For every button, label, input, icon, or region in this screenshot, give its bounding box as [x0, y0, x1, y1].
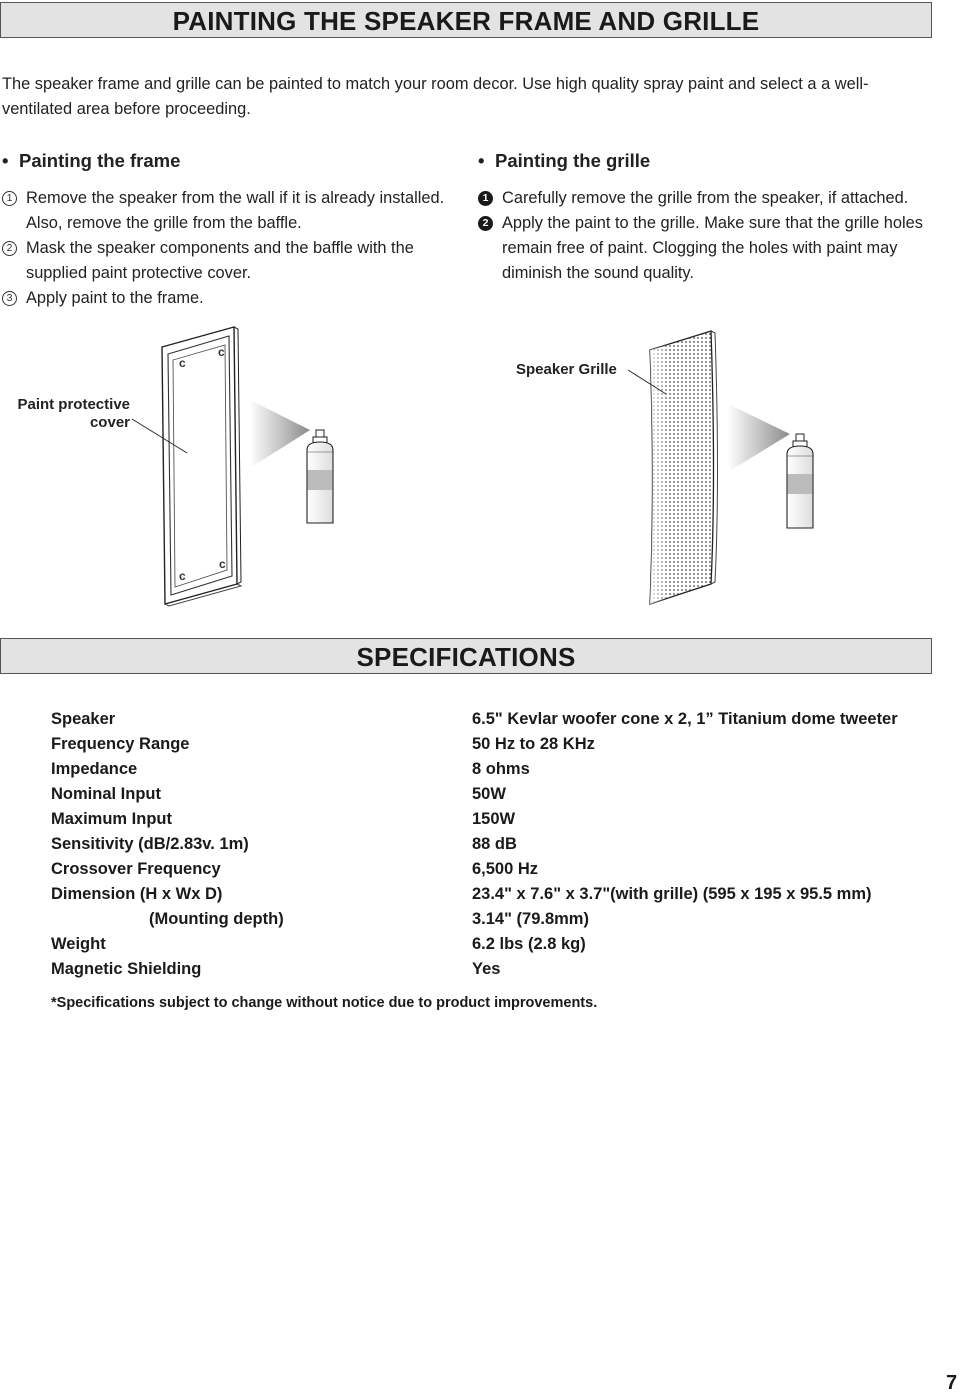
specifications-footnote: *Specifications subject to change without notice due to product improvements. — [51, 995, 598, 1011]
paint-protective-cover-label: Paint protective cover — [17, 396, 130, 431]
step-text: Apply the paint to the grille. Make sure that the grille holes remain free of paint. Clogging the holes with paint may diminish the sound quality. — [502, 214, 923, 282]
spec-row — [51, 932, 898, 957]
painting-grille-column — [478, 148, 948, 286]
spec-row — [51, 807, 898, 832]
spec-label: Speaker — [51, 710, 116, 728]
frame-step — [2, 186, 452, 236]
spec-value: 6.5" Kevlar woofer cone x 2, 1” Titanium dome tweeter — [472, 710, 898, 728]
step-number-badge: 1 — [478, 191, 493, 206]
spec-row — [51, 907, 898, 932]
step-number-badge: 2 — [2, 241, 17, 256]
step-number-badge: 1 — [2, 191, 17, 206]
spec-value: Yes — [472, 960, 501, 978]
step-text: Carefully remove the grille from the speaker, if attached. — [502, 189, 909, 207]
spec-value: 6.2 lbs (2.8 kg) — [472, 935, 586, 953]
svg-text:c: c — [179, 569, 186, 583]
painting-section-title: PAINTING THE SPEAKER FRAME AND GRILLE — [0, 2, 932, 38]
spec-value: 8 ohms — [472, 760, 530, 778]
spec-label: Crossover Frequency — [51, 860, 221, 878]
spec-value: 50 Hz to 28 KHz — [472, 735, 595, 753]
spec-row — [51, 732, 898, 757]
painting-intro: The speaker frame and grille can be painted to match your room decor. Use high quality spray paint and select a a well-ventilated area before proceeding. — [2, 75, 869, 118]
specifications-title: SPECIFICATIONS — [0, 638, 932, 674]
grille-step — [478, 186, 948, 211]
painting-grille-heading: • Painting the grille — [478, 150, 651, 171]
painting-grille-steps — [478, 186, 948, 286]
spec-row — [51, 832, 898, 857]
spec-value: 23.4" x 7.6" x 3.7"(with grille) (595 x 195 x 95.5 mm) — [472, 885, 872, 903]
svg-text:c: c — [219, 557, 226, 571]
spray-mist-right — [728, 404, 790, 472]
spec-label: (Mounting depth) — [149, 910, 284, 928]
spec-row — [51, 782, 898, 807]
spec-value: 3.14" (79.8mm) — [472, 910, 589, 928]
spec-label: Weight — [51, 935, 106, 953]
painting-frame-column — [2, 148, 452, 311]
frame-step — [2, 236, 452, 286]
spec-value: 50W — [472, 785, 506, 803]
step-text: Apply paint to the frame. — [26, 289, 204, 307]
grille-step — [478, 211, 948, 286]
spec-row — [51, 757, 898, 782]
spec-label: Dimension (H x Wx D) — [51, 885, 223, 903]
step-number-badge: 3 — [2, 291, 17, 306]
spec-row — [51, 957, 898, 982]
step-text: Remove the speaker from the wall if it is already installed. Also, remove the grille from the baffle. — [26, 189, 445, 232]
spec-label: Maximum Input — [51, 810, 173, 828]
specifications-table — [51, 707, 898, 982]
spec-row — [51, 882, 898, 907]
spec-label: Nominal Input — [51, 785, 161, 803]
spray-can-left — [307, 430, 333, 523]
spec-row — [51, 857, 898, 882]
speaker-grille-drawing — [650, 331, 718, 604]
spray-mist-left — [250, 400, 310, 468]
frame-step — [2, 286, 452, 311]
page-number: 7 — [946, 1372, 958, 1394]
svg-text:c: c — [179, 356, 186, 370]
spec-value: 150W — [472, 810, 516, 828]
svg-text:c: c — [218, 345, 225, 359]
speaker-frame-drawing — [162, 327, 241, 606]
painting-frame-heading: • Painting the frame — [2, 150, 181, 171]
spec-value: 6,500 Hz — [472, 860, 539, 878]
spec-label: Frequency Range — [51, 735, 190, 753]
spray-can-right — [787, 434, 813, 528]
step-text: Mask the speaker components and the baffle with the supplied paint protective cover. — [26, 239, 414, 282]
spec-value: 88 dB — [472, 835, 517, 853]
painting-illustration — [0, 320, 961, 620]
spec-label: Sensitivity (dB/2.83v. 1m) — [51, 835, 249, 853]
speaker-grille-label: Speaker Grille — [516, 361, 617, 378]
spec-label: Impedance — [51, 760, 138, 778]
painting-frame-steps — [2, 186, 452, 311]
step-number-badge: 2 — [478, 216, 493, 231]
spec-row — [51, 707, 898, 732]
spec-label: Magnetic Shielding — [51, 960, 202, 978]
